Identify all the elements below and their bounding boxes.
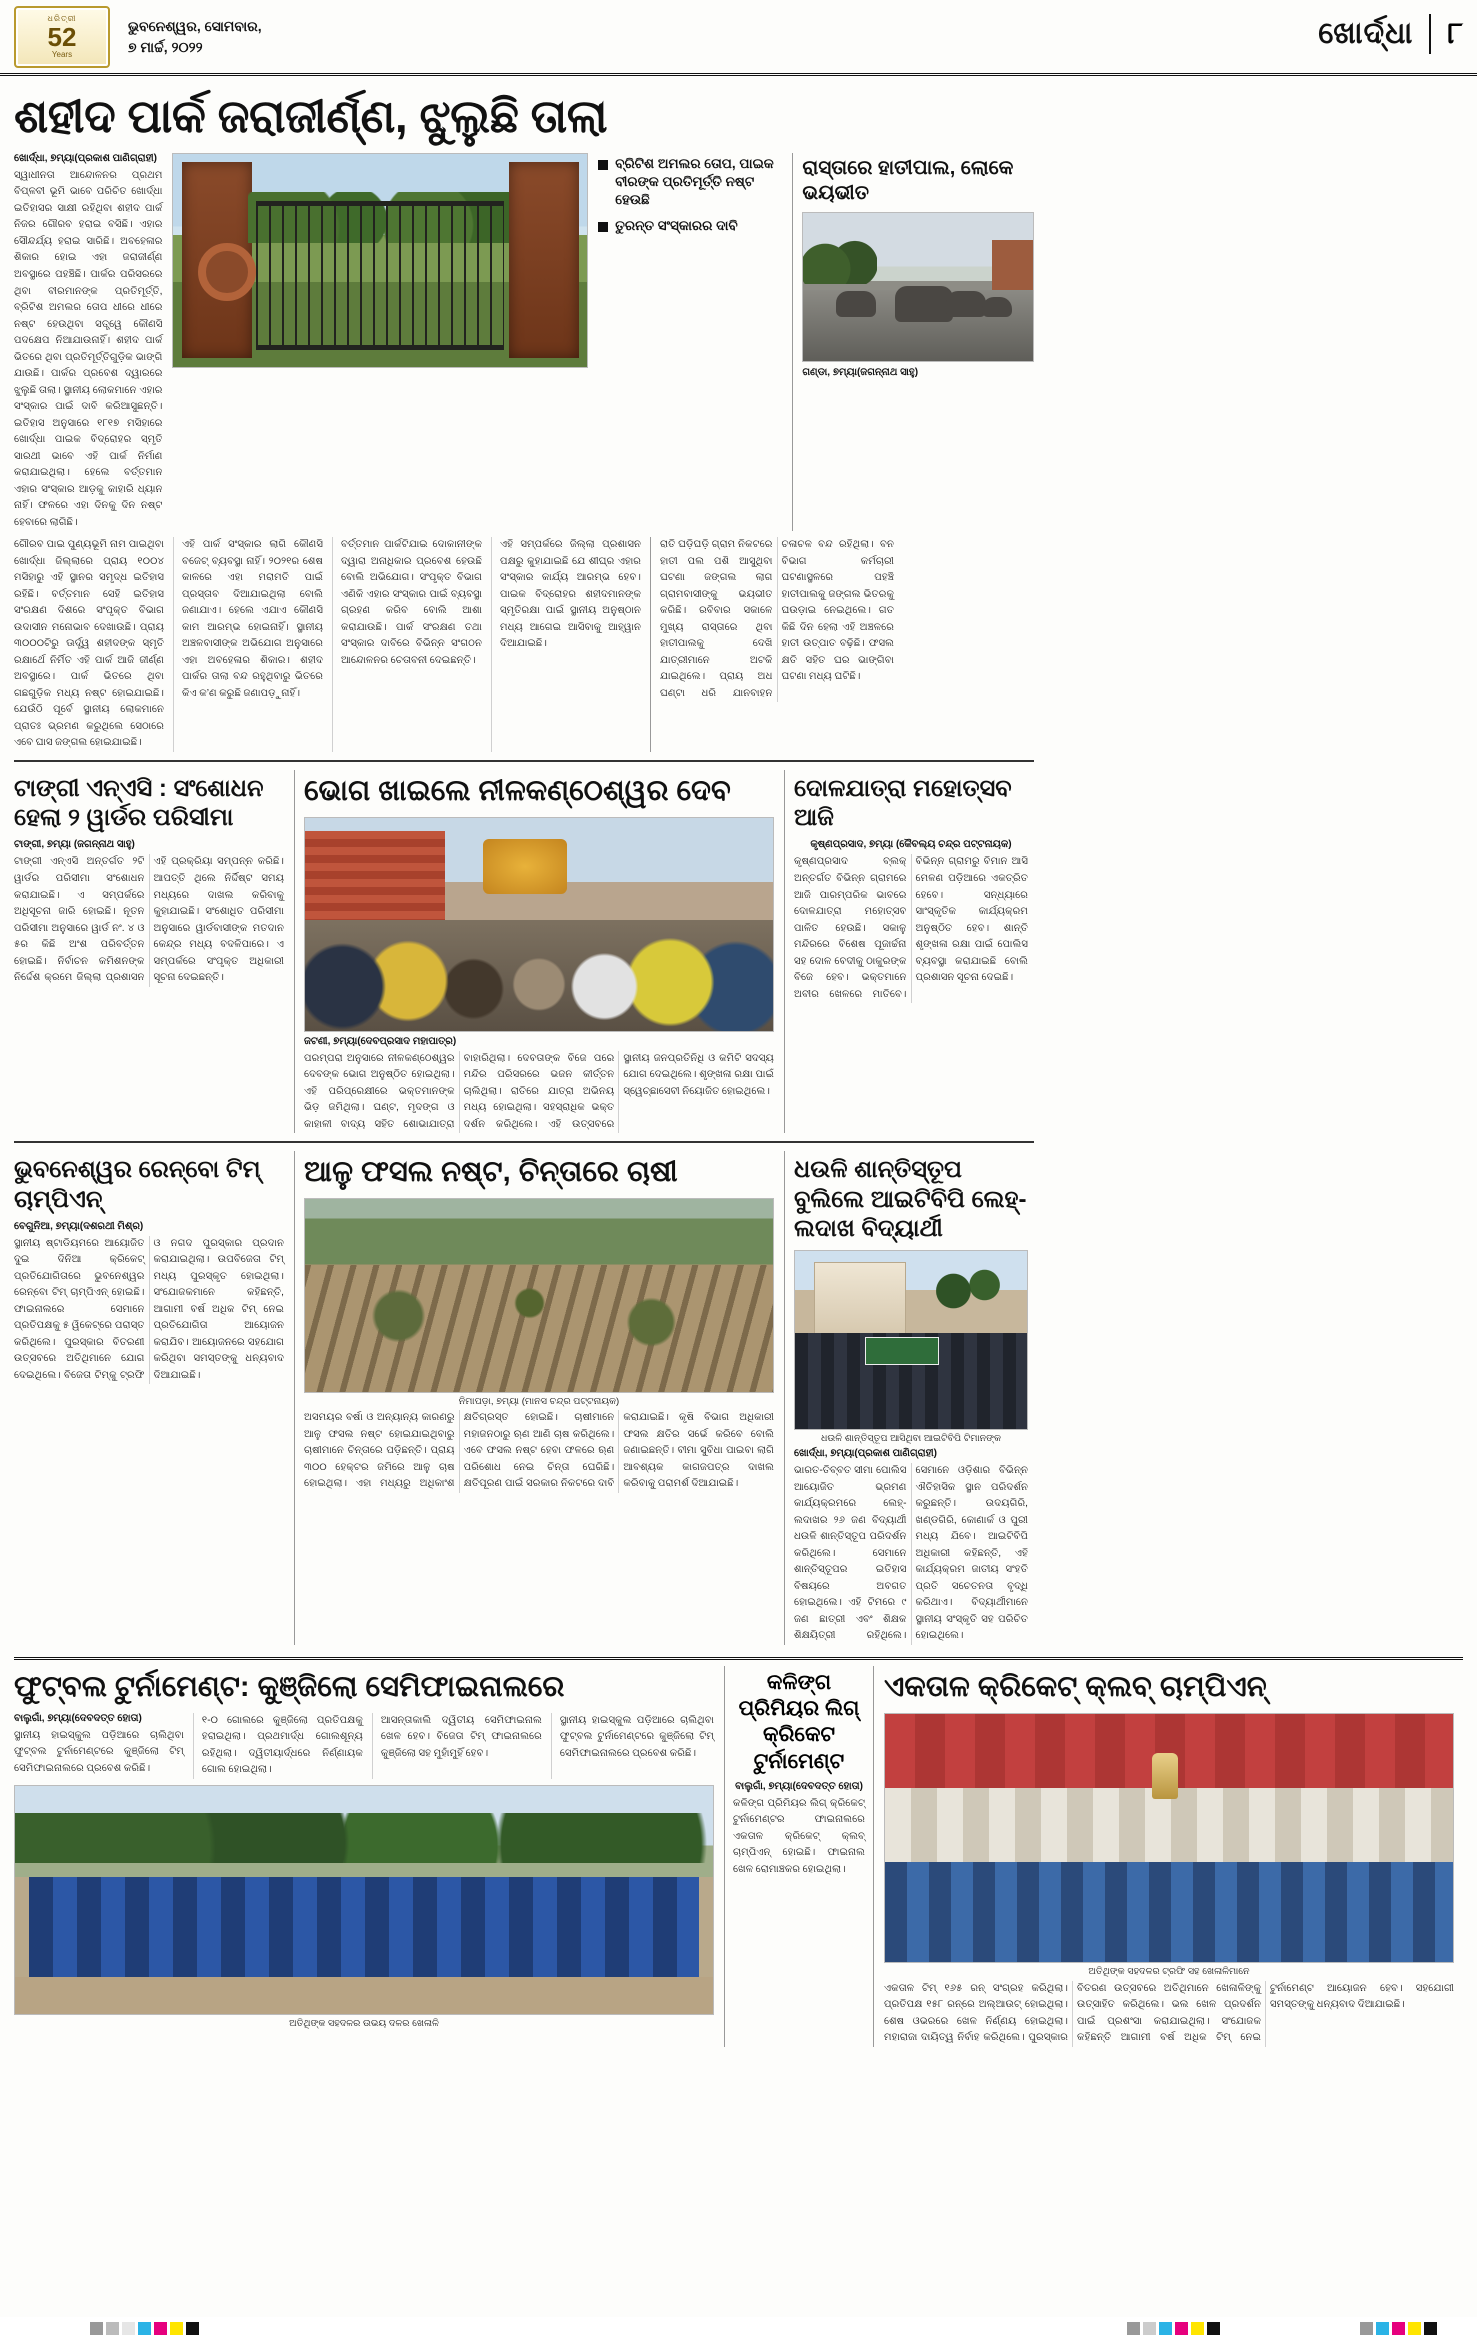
second-band <box>14 770 1034 1133</box>
ekatala-photo-caption: ଅତିଥିଙ୍କ ସହଦଳର ଟ୍ରଫି ସହ ଖେଳାଳିମାନେ <box>1088 1965 1250 1977</box>
itbp-group-photo <box>794 1250 1028 1430</box>
reg-mark <box>1175 2322 1188 2335</box>
bhoga-byline: ଜଟଣୀ, ୭ମ୍ୟା(ଦେବପ୍ରସାଦ ମହାପାତ୍ର) <box>304 1035 457 1047</box>
bullet-text: ତୁରନ୍ତ ସଂସ୍କାରର ଦାବି <box>615 217 738 233</box>
rainbow-byline: ବେଗୁନିଆ, ୭ମ୍ୟା(ଦଶରଥୀ ମିଶ୍ର) <box>14 1220 144 1232</box>
registration-marks-right <box>1360 2322 1437 2335</box>
itbp-headline: ଧଉଳି ଶାନ୍ତିସ୍ତୂପ ବୁଲିଲେ ଆଇଟିବିପି ଲେହ୍-ଲଦାଖ ବିଦ୍ୟାର୍ଥୀ <box>794 1156 1027 1242</box>
potato-col3: କୃଷି ବିଭାଗ ଅଧିକାରୀ ଫସଲ କ୍ଷତିର ସର୍ଭେ କରିବେ ବୋଲି ଜଣାଇଛନ୍ତି। ବୀମା ସୁବିଧା ପାଇବା ଲାଗି ଆବଶ୍ୟକ କାଗଜପତ୍ର ଦାଖଲ କରିବାକୁ ପରାମର୍ଶ ଦିଆଯାଇଛି। <box>623 1412 774 1490</box>
itbp-col2: ଏହି ଟିମରେ ୯ ଜଣ ଛାତ୍ରୀ ଏବଂ ଶିକ୍ଷକ ଶିକ୍ଷୟିତ୍ରୀ ରହିଥିଲେ। ସେମାନେ ଓଡ଼ିଶାର ବିଭିନ୍ନ ଐତିହାସିକ ସ୍ଥାନ ପରିଦର୍ଶନ କରୁଛନ୍ତି। ଉଦୟଗିରି, ଖଣ୍ଡଗିରି, କୋଣାର୍କ ଓ ପୁରୀ ମଧ୍ୟ ଯିବେ। <box>794 1465 1028 1642</box>
elephant-text-columns <box>660 537 894 702</box>
reg-mark <box>1408 2322 1421 2335</box>
football-col1: ସ୍ଥାନୀୟ ହାଇସ୍କୁଲ ପଡ଼ିଆରେ ଚାଲିଥିବା ଫୁଟ୍‌ବଲ ଟୁର୍ନାମେଣ୍ଟରେ କୁଞ୍ଜିଲୋ ଟିମ୍ ସେମିଫାଇନାଲରେ ପ୍ରବେଶ କରିଛି। <box>14 1729 184 1774</box>
square-bullet-icon <box>598 160 608 170</box>
reg-mark <box>1424 2322 1437 2335</box>
registration-marks-left <box>90 2322 199 2335</box>
elephant-body <box>650 537 894 752</box>
photo-elephant <box>946 291 986 317</box>
tangi-story <box>14 770 284 1133</box>
photo-banner <box>865 1337 939 1365</box>
section-divider <box>14 760 1034 762</box>
ekatala-text-columns <box>884 1981 1454 2047</box>
tangi-col3: ସଂଶୋଧିତ ପରିସୀମା ଅନୁସାରେ ୱାର୍ଡବାସୀଙ୍କ ମତଦାନ କେନ୍ଦ୍ର ମଧ୍ୟ ବଦଳିପାରେ। ଏ ସମ୍ପର୍କରେ ସଂପୃକ୍ତ ଅଧିକାରୀ ସୂଚନା ଦେଇଛନ୍ତି। <box>153 906 285 984</box>
photo-temple <box>305 831 445 933</box>
dola-text-columns <box>794 854 1028 1003</box>
ekatala-headline: ଏକତାଳ କ୍ରିକେଟ୍ କ୍ଲବ୍ ଚାମ୍ପିଏନ୍ <box>884 1670 1267 1703</box>
photo-crowd <box>305 920 773 1031</box>
photo-building <box>814 1262 907 1337</box>
bhoga-story <box>294 770 774 1133</box>
logo-years-number: 52 <box>47 22 77 52</box>
elephant-headline: ରାସ୍ତାରେ ହାତୀପାଲ, ଲୋକେ ଭୟଭୀତ <box>802 156 1014 204</box>
elephant-byline: ଗଣ୍ଡା, ୭ମ୍ୟା(ଜଗନ୍ନାଥ ସାହୁ) <box>802 366 919 378</box>
photo-ground <box>15 1977 713 2013</box>
logo-title: ଧରିତ୍ରୀ <box>47 14 77 23</box>
potato-text-columns <box>304 1410 774 1493</box>
reg-mark <box>1191 2322 1204 2335</box>
lead-top-block <box>14 153 1034 531</box>
kpl-vertical-head <box>724 1666 874 2047</box>
photo-palm-trees <box>930 1255 1009 1316</box>
football-team-photo <box>14 1785 714 2015</box>
lead-byline: ଖୋର୍ଦ୍ଧା, ୭ମ୍ୟା(ପ୍ରକାଶ ପାଣିଗ୍ରାହୀ) <box>14 152 157 164</box>
photo-bushes <box>803 234 876 284</box>
print-registration-bar <box>0 2317 1477 2339</box>
potato-field-photo <box>304 1198 774 1393</box>
list-item <box>598 155 782 210</box>
ekatala-col2: ଏକତାଳ ଟିମ୍ ୧୬୫ ରନ୍ ସଂଗ୍ରହ କରିଥିଲା। ପ୍ରତିପକ୍ଷ ୧୫୮ ରନ୍ରେ ଅଲ୍ଆଉଟ୍ ହୋଇଥିଲା। ଶେଷ ଓଭରରେ ଖେଳ ନିର୍ଣ୍ଣୟ ହୋଇଥିଲା। <box>884 1982 1068 2027</box>
lead-col4-text: ବର୍ତ୍ତମାନ ପାର୍କଟିଯାଇ ଦୋକାନୀଙ୍କ ଦ୍ୱାରା ଅନାଧିକାର ପ୍ରବେଶ ହେଉଛି ବୋଲି ଅଭିଯୋଗ। ସଂପୃକ୍ତ ବିଭାଗ ଏଣିକି ଏହାର ସଂସ୍କାର ପାଇଁ ବ୍ୟବସ୍ଥା ଗ୍ରହଣ କରିବ ବୋଲି ଆଶା କରାଯାଉଛି। ପାର୍କ ସଂରକ୍ଷଣ ତଥା ସଂସ୍କାର ଦାବିରେ ବିଭିନ୍ନ ସଂଗଠନ ଆନ୍ଦୋଳନର ଚେତାବନୀ ଦେଇଛନ୍ତି। <box>332 537 482 752</box>
photo-cannon-wheel <box>198 243 256 301</box>
masthead-right <box>1318 14 1463 54</box>
third-band <box>14 1151 1034 1644</box>
band-top-rule <box>14 1657 1463 1660</box>
lead-col5-text: ଏହି ସମ୍ପର୍କରେ ଜିଲ୍ଲା ପ୍ରଶାସନ ପକ୍ଷରୁ କୁହାଯାଇଛି ଯେ ଶୀଘ୍ର ଏହାର ସଂସ୍କାର କାର୍ଯ୍ୟ ଆରମ୍ଭ ହେବ। ପାଇକ ବିଦ୍ରୋହର ଶହୀଦମାନଙ୍କ ସ୍ମୃତିରକ୍ଷା ପାଇଁ ସ୍ଥାନୀୟ ଅନୁଷ୍ଠାନ ମଧ୍ୟ ଆଗେଇ ଆସିବାକୁ ଆହ୍ୱାନ ଦିଆଯାଇଛି। <box>491 537 641 752</box>
lead-bullet-list <box>598 155 782 235</box>
lead-col1-text: ସ୍ୱାଧୀନତା ଆନ୍ଦୋଳନର ପ୍ରଥମ ବିପ୍ଳବୀ ଭୂମି ଭାବେ ପରିଚିତ ଖୋର୍ଦ୍ଧା ଇତିହାସର ସାକ୍ଷୀ ରହିଥିବା ଶହୀଦ ପାର୍କ ନିଜର ଗୌରବ ହରାଇ ବସିଛି। ଏହାର ସୌନ୍ଦର୍ଯ୍ୟ ହରାଇ ସାରିଛି। ଅବହେଳାର ଶିକାର ହୋଇ ଏହା ଜରାଜୀର୍ଣ୍ଣ ଅବସ୍ଥାରେ ପହଞ୍ଚିଛି। ପାର୍କର ପରିସରରେ ଥିବା ବୀରମାନଙ୍କ ପ୍ରତିମୂର୍ତ୍ତି, ବ୍ରିଟିଶ ଅମଲର ତୋପ ଧୀରେ ଧୀରେ ନଷ୍ଟ ହେଉଥିବା ସତ୍ତ୍ୱେ କୌଣସି ପଦକ୍ଷେପ ନିଆଯାଉନାହିଁ। ଶହୀଦ ପାର୍କ ଭିତରେ ଥିବା ପ୍ରତିମୂର୍ତ୍ତିଗୁଡ଼ିକ ଭାଙ୍ଗି ଯାଉଛି। ପାର୍କର ପ୍ରବେଶ ଦ୍ୱାରରେ ଝୁଲୁଛି ତାଲା। ସ୍ଥାନୀୟ ଲୋକମାନେ ଏହାର ସଂସ୍କାର ପାଇଁ ଦାବି କରିଆସୁଛନ୍ତି। ଇତିହାସ ଅନୁସାରେ ୧୮୧୭ ମସିହାରେ ଖୋର୍ଦ୍ଧା ପାଇକ ବିଦ୍ରୋହର ସ୍ମୃତି ସାରଥୀ ଭାବେ ଏହି ପାର୍କ ନିର୍ମାଣ କରାଯାଇଥିଲା। ହେଲେ ବର୍ତ୍ତମାନ ଏହାର ସଂସ୍କାର ଆଡ଼କୁ କାହାରି ଧ୍ୟାନ ନାହିଁ। ଫଳରେ ଏହା ଦିନକୁ ଦିନ ନଷ୍ଟ ହେବାରେ ଲାଗିଛି। <box>14 169 163 528</box>
reg-mark <box>1392 2322 1405 2335</box>
page-content <box>0 76 1477 1645</box>
newspaper-logo <box>14 6 110 68</box>
lead-continuation <box>14 537 1034 752</box>
ekatala-col4: ସଂଯୋଜକ କହିଛନ୍ତି ଆଗାମୀ ବର୍ଷ ଅଧିକ ଟିମ୍ ନେଇ ଟୁର୍ନାମେଣ୍ଟ ଆୟୋଜନ ହେବ। ସହଯୋଗୀ ସମସ୍ତଙ୍କୁ ଧନ୍ୟବାଦ ଦିଆଯାଇଛି। <box>1077 1982 1454 2044</box>
potato-story <box>294 1151 774 1644</box>
photo-elephant <box>982 297 1012 317</box>
masthead-date: ୭ ମାର୍ଚ୍ଚ, ୨୦୨୨ <box>128 38 203 55</box>
rainbow-col1: ସ୍ଥାନୀୟ ଷ୍ଟାଡିୟମରେ ଆୟୋଜିତ ଦୁଇ ଦିନିଆ କ୍ରିକେଟ୍ ପ୍ରତିଯୋଗିତାରେ ଭୁବନେଶ୍ୱର ରେନ୍ବୋ ଟିମ୍ ଚାମ୍ପିଏନ୍ ହୋଇଛି। ଫାଇନାଲରେ ସେମାନେ ପ୍ରତିପକ୍ଷକୁ ୫ ୱିକେଟ୍ରେ ପରାସ୍ତ କରିଥିଲେ। <box>14 1237 145 1348</box>
reg-mark <box>1207 2322 1220 2335</box>
photo-trees <box>15 1813 713 1863</box>
photo-gate-bars <box>256 201 504 350</box>
list-item <box>598 217 782 235</box>
masthead <box>0 0 1477 76</box>
reg-mark <box>1127 2322 1140 2335</box>
elephant-col2: ବନ ବିଭାଗ କର୍ମଚାରୀ ଘଟଣାସ୍ଥଳରେ ପହଞ୍ଚି ହାତୀପାଲକୁ ଜଙ୍ଗଲ ଭିତରକୁ ଘଉଡ଼ାଇ ନେଇଥିଲେ। ଗତ କିଛି ଦିନ ହେଲା ଏହି ଅଞ୍ଚଳରେ ହାତୀ ଉତ୍ପାତ ବଢ଼ିଛି। ଫସଲ କ୍ଷତି ସହିତ ଘର ଭାଙ୍ଗିବା ଘଟଣା ମଧ୍ୟ ଘଟିଛି। <box>781 539 895 683</box>
ekatala-col3: ମହାରାଜା ଦାୟିତ୍ୱ ନିର୍ବାହ କରିଥିଲେ। ପୁରସ୍କାର ବିତରଣ ଉତ୍ସବରେ ଅତିଥିମାନେ ଖେଳାଳିଙ୍କୁ ଉତ୍ସାହିତ କରିଥିଲେ। ଭଲ ଖେଳ ପ୍ରଦର୍ଶନ ପାଇଁ ପ୍ରଶଂସା କରାଯାଇଥିଲା। <box>884 1982 1261 2044</box>
section-divider <box>14 1141 1034 1143</box>
lead-col2-text: ଗୌରବ ପାଇ ପୁଣ୍ୟଭୂମି ନାମ ପାଇଥିବା ଖୋର୍ଦ୍ଧା ଜିଲ୍ଲାରେ ପ୍ରାୟ ୧୦୦୪ ମସିହାରୁ ଏହି ସ୍ଥାନର ସମୃଦ୍ଧ ଇତିହାସ ରହିଛି। ବର୍ତ୍ତମାନ ସେହି ଇତିହାସ ସଂରକ୍ଷଣ ଦିଶରେ ସଂପୃକ୍ତ ବିଭାଗ ଉଦାସୀନ ମନୋଭାବ ଦେଖାଉଛି। ପ୍ରାୟ ୩୦୦୦ଟିରୁ ଊର୍ଦ୍ଧ୍ୱ ଶହୀଦଙ୍କ ସ୍ମୃତି ରକ୍ଷାର୍ଥେ ନିର୍ମିତ ଏହି ପାର୍କ ଆଜି ଜୀର୍ଣ୍ଣ ଅବସ୍ଥାରେ। ପାର୍କ ଭିତରେ ଥିବା ଗଛଗୁଡ଼ିକ ମଧ୍ୟ ନଷ୍ଟ ହୋଇଯାଇଛି। ଯେଉଁଠି ପୂର୍ବେ ସ୍ଥାନୀୟ ଲୋକମାନେ ପ୍ରାତଃ ଭ୍ରମଣ କରୁଥିଲେ ସେଠାରେ ଏବେ ଘାସ ଜଙ୍ଗଲ ହୋଇଯାଇଛି। <box>14 539 164 749</box>
itbp-col1: ଭାରତ-ତିବ୍ବତ ସୀମା ପୋଲିସ ଆୟୋଜିତ ଭ୍ରମଣ କାର୍ଯ୍ୟକ୍ରମରେ ଲେହ୍-ଲଦାଖର ୨୬ ଜଣ ବିଦ୍ୟାର୍ଥୀ ଧଉଳି ଶାନ୍ତିସ୍ତୂପ ପରିଦର୍ଶନ କରିଥିଲେ। ସେମାନେ ଶାନ୍ତିସ୍ତୂପର ଇତିହାସ ବିଷୟରେ ଅବଗତ ହୋଇଥିଲେ। <box>794 1465 907 1609</box>
ekatala-byline: ବାଲୁଗାଁ, ୭ମ୍ୟା(ଦେବଦତ୍ତ ହୋତା) <box>735 1780 863 1792</box>
kpl-title: କଳିଙ୍ଗ ପ୍ରିମିୟର ଲିଗ୍ କ୍ରିକେଟ ଟୁର୍ନାମେଣ୍ଟ <box>738 1670 860 1773</box>
lead-photo-wrap <box>172 153 588 531</box>
itbp-photo-caption: ଧଉଳି ଶାନ୍ତିସ୍ତୂପ ଆସିଥିବା ଆଇଟିବିପି ଟିମାନଙ୍କ <box>820 1433 1002 1445</box>
photo-canopy <box>483 839 567 894</box>
bhoga-headline: ଭୋଗ ଖାଇଲେ ନୀଳକଣ୍ଠେଶ୍ୱର ଦେବ <box>304 774 731 807</box>
football-story <box>14 1666 714 2047</box>
registration-marks-mid <box>1127 2322 1220 2335</box>
reg-mark <box>90 2322 103 2335</box>
sports-band <box>0 1645 1477 2047</box>
reg-mark <box>1159 2322 1172 2335</box>
reg-mark <box>1143 2322 1156 2335</box>
section-name: ଖୋର୍ଦ୍ଧା <box>1318 17 1414 50</box>
page-number: ୮ <box>1447 17 1463 50</box>
football-text-wrap <box>14 1713 714 1779</box>
reg-mark <box>1360 2322 1373 2335</box>
masthead-place-date <box>128 16 262 58</box>
ekatala-team-photo <box>884 1713 1454 1963</box>
itbp-text-columns <box>794 1463 1028 1645</box>
football-col4: ସ୍ଥାନୀୟ ହାଇସ୍କୁଲ ପଡ଼ିଆରେ ଚାଲିଥିବା ଫୁଟ୍‌ବଲ ଟୁର୍ନାମେଣ୍ଟରେ କୁଞ୍ଜିଲୋ ଟିମ୍ ସେମିଫାଇନାଲରେ ପ୍ରବେଶ କରିଛି। <box>551 1713 714 1779</box>
reg-mark <box>122 2322 135 2335</box>
itbp-story <box>784 1151 1028 1644</box>
reg-mark <box>186 2322 199 2335</box>
tangi-headline: ଟାଙ୍ଗୀ ଏନ୍ଏସି : ସଂଶୋଧନ ହେଲା ୨ ୱାର୍ଡର ପରିସୀମା <box>14 774 264 832</box>
band-grid <box>14 1666 1463 2047</box>
football-col2: ୧-୦ ଗୋଲରେ କୁଞ୍ଜିଲୋ ପ୍ରତିପକ୍ଷକୁ ହରାଇଥିଲା। ପ୍ରଥମାର୍ଦ୍ଧ ଗୋଲଶୂନ୍ୟ ରହିଥିଲା। ଦ୍ୱିତୀୟାର୍ଦ୍ଧରେ ନିର୍ଣ୍ଣାୟକ ଗୋଲ ହୋଇଥିଲା। <box>193 1713 363 1779</box>
rainbow-story <box>14 1151 284 1644</box>
reg-mark <box>154 2322 167 2335</box>
photo-front-row <box>885 1862 1453 1961</box>
football-photo-caption: ଅତିଥିଙ୍କ ସହଦଳର ଉଭୟ ଦଳର ଖେଳାଳି <box>289 2017 439 2029</box>
dola-col1: କୃଷ୍ଣପ୍ରସାଦ ବ୍ଲକ୍ ଅନ୍ତର୍ଗତ ବିଭିନ୍ନ ଗ୍ରାମରେ ଆଜି ପାରମ୍ପରିକ ଭାବରେ ଦୋଳଯାତ୍ରା ମହୋତ୍ସବ ପାଳିତ ହେଉଛି। ସକାଳୁ ମନ୍ଦିରରେ ବିଶେଷ ପୂଜାର୍ଚ୍ଚନା ସହ ଦୋଳ ବେଦୀକୁ ଠାକୁରଙ୍କ ବିଜେ ହେବ। ଭକ୍ତମାନେ ଅବୀର ଖେଳରେ ମାତିବେ। <box>794 856 907 1000</box>
football-col1-wrap <box>14 1713 184 1779</box>
elephant-road-photo <box>802 212 1034 362</box>
reg-mark <box>138 2322 151 2335</box>
bhoga-col1: ପରମ୍ପରା ଅନୁସାରେ ନୀଳକଣ୍ଠେଶ୍ୱର ଦେବଙ୍କ ଭୋଗ ଅନୁଷ୍ଠିତ ହୋଇଥିଲା। ଏହି ପରିପ୍ରେକ୍ଷୀରେ ଭକ୍ତମାନଙ୍କ ଭିଡ଼ ଜମିଥିଲା। ଘଣ୍ଟ, ମୃଦଙ୍ଗ ଓ କାହାଳୀ ବାଦ୍ୟ ସହିତ ଶୋଭାଯାତ୍ରା ବାହାରିଥିଲା। <box>304 1052 511 1130</box>
lead-first-column <box>14 153 162 531</box>
bhoga-col2: ଦେବତାଙ୍କ ବିଜେ ପରେ ମନ୍ଦିର ପରିସରରେ ଭଜନ କୀର୍ତ୍ତନ ଚାଲିଥିଲା। ରାତିରେ ଯାତ୍ରା ଅଭିନୟ ମଧ୍ୟ ହୋଇଥିଲା। ସହସ୍ରାଧିକ ଭକ୍ତ ଦର୍ଶନ କରିଥିଲେ। <box>463 1052 615 1130</box>
photo-football-team <box>29 1877 699 1982</box>
tangi-col1: ଟାଙ୍ଗୀ ଏନ୍ଏସି ଅନ୍ତର୍ଗତ ୨ଟି ୱାର୍ଡର ପରିସୀମା ସଂଶୋଧନ କରାଯାଇଛି। ଏ ସମ୍ପର୍କରେ ଅଧିସୂଚନା ଜାରି ହୋଇଛି। ନୂତନ ପରିସୀମା ଅନୁସାରେ ୱାର୍ଡ ନଂ. ୪ ଓ ୫ର କିଛି ଅଂଶ ପରିବର୍ତ୍ତନ ହୋଇଛି। <box>14 856 145 967</box>
bullet-text: ବ୍ରିଟିଶ ଅମଲର ତୋପ, ପାଇକ ବୀରଙ୍କ ପ୍ରତିମୂର୍ତ୍ତି ନଷ୍ଟ ହେଉଛି <box>615 155 774 208</box>
rainbow-col2: ପୁରସ୍କାର ବିତରଣୀ ଉତ୍ସବରେ ଅତିଥିମାନେ ଯୋଗ ଦେଇଥିଲେ। ବିଜେତା ଟିମ୍କୁ ଟ୍ରଫି ଓ ନଗଦ ପୁରସ୍କାର ପ୍ରଦାନ କରାଯାଇଥିଲା। ଉପବିଜେତା ଟିମ୍ ମଧ୍ୟ ପୁରସ୍କୃତ ହୋଇଥିଲା। <box>14 1237 284 1381</box>
dola-headline: ଦୋଳଯାତ୍ରା ମହୋତ୍ସବ ଆଜି <box>794 774 1012 832</box>
rainbow-col3: ସଂଯୋଜକମାନେ କହିଛନ୍ତି, ଆଗାମୀ ବର୍ଷ ଅଧିକ ଟିମ୍ ନେଇ ପ୍ରତିଯୋଗିତା ଆୟୋଜନ କରାଯିବ। ଆୟୋଜନରେ ସହଯୋଗ କରିଥିବା ସମସ୍ତଙ୍କୁ ଧନ୍ୟବାଦ ଦିଆଯାଇଛି। <box>153 1287 284 1381</box>
dola-byline: କୃଷ୍ଣପ୍ରସାଦ, ୭ମ୍ୟା (କୈବଲ୍ୟ ଚନ୍ଦ୍ର ପଟ୍ଟନାୟକ) <box>810 839 1012 851</box>
dola-story <box>784 770 1028 1133</box>
shahid-park-photo <box>172 153 588 368</box>
photo-trophy <box>1152 1753 1178 1799</box>
logo-years-label: Years <box>51 50 73 59</box>
lead-col3-text: ଏହି ପାର୍କ ସଂସ୍କାର ଲାଗି କୌଣସି ବଜେଟ୍ ବ୍ୟବସ୍ଥା ନାହିଁ। ୨୦୨୧ର ଶେଷ କାଳରେ ଏହା ମରାମତି ପାଇଁ ପ୍ରସ୍ତାବ ଦିଆଯାଇଥିଲା ବୋଲି ଜଣାଯାଏ। ହେଲେ ଏଯାଏ କୌଣସି କାମ ଆରମ୍ଭ ହୋଇନାହିଁ। ସ୍ଥାନୀୟ ଅଞ୍ଚଳବାସୀଙ୍କ ଅଭିଯୋଗ ଅନୁସାରେ ଏହା ଅବହେଳାର ଶିକାର। ଶହୀଦ ପାର୍କର ତାଲା ବନ୍ଦ ରହୁଥିବାରୁ ଭିତରେ କିଏ କ’ଣ କରୁଛି ଜଣାପଡ଼ୁନାହିଁ। <box>173 537 323 752</box>
tangi-text-columns <box>14 854 284 986</box>
potato-photo-caption: ନିମାପଡ଼ା, ୭ମ୍ୟା (ମାନସ ଚନ୍ଦ୍ର ପଟ୍ଟନାୟକ) <box>458 1396 620 1408</box>
dola-col2: ବିଭିନ୍ନ ଗ୍ରାମରୁ ବିମାନ ଆସି ମେଳଣ ପଡ଼ିଆରେ ଏକତ୍ରିତ ହେବେ। ସନ୍ଧ୍ୟାରେ ସାଂସ୍କୃତିକ କାର୍ଯ୍ୟକ୍ରମ ଅନୁଷ୍ଠିତ ହେବ। ଶାନ୍ତି ଶୃଙ୍ଖଳା ରକ୍ଷା ପାଇଁ ପୋଲିସ ବ୍ୟବସ୍ଥା କରାଯାଇଛି ବୋଲି ପ୍ରଶାସନ ସୂଚନା ଦେଇଛି। <box>915 856 1028 984</box>
tangi-byline: ଟାଙ୍ଗୀ, ୭ମ୍ୟା (ଜଗନ୍ନାଥ ସାହୁ) <box>14 839 135 851</box>
potato-col1: ଅସମୟର ବର୍ଷା ଓ ଅନ୍ୟାନ୍ୟ କାରଣରୁ ଆଳୁ ଫସଲ ନଷ୍ଟ ହୋଇଯାଇଥିବାରୁ ଚାଷୀମାନେ ଚିନ୍ତାରେ ପଡ଼ିଛନ୍ତି। ପ୍ରାୟ ୩୦୦ ହେକ୍ଟର ଜମିରେ ଆଳୁ ଚାଷ ହୋଇଥିଲା। ଏହା ମଧ୍ୟରୁ ଅଧିକାଂଶ କ୍ଷତିଗ୍ରସ୍ତ ହୋଇଛି। <box>304 1412 558 1490</box>
reg-mark <box>106 2322 119 2335</box>
itbp-col3: ଆଇଟିବିପି ଅଧିକାରୀ କହିଛନ୍ତି, ଏହି କାର୍ଯ୍ୟକ୍ରମ ଜାତୀୟ ସଂହତି ପ୍ରତି ସଚେତନତା ବୃଦ୍ଧି କରିଥାଏ। ବିଦ୍ୟାର୍ଥୀମାନେ ସ୍ଥାନୀୟ ସଂସ୍କୃତି ସହ ପରିଚିତ ହୋଇଥିଲେ। <box>915 1531 1028 1642</box>
football-headline: ଫୁଟ୍‌ବଲ ଟୁର୍ନାମେଣ୍ଟ: କୁଞ୍ଜିଲୋ ସେମିଫାଇନାଲରେ <box>14 1670 565 1703</box>
elephant-story <box>792 153 1034 531</box>
lead-bullets-wrap <box>598 153 782 531</box>
photo-elephant <box>836 291 876 317</box>
tangi-col2: ନିର୍ବାଚନ କମିଶନଙ୍କ ନିର୍ଦ୍ଦେଶ କ୍ରମେ ଜିଲ୍ଲା ପ୍ରଶାସନ ଏହି ପ୍ରକ୍ରିୟା ସମ୍ପନ୍ନ କରିଛି। ଆପତ୍ତି ଥିଲେ ନିର୍ଦ୍ଦିଷ୍ଟ ସମୟ ମଧ୍ୟରେ ଦାଖଲ କରିବାକୁ କୁହାଯାଇଛି। <box>14 856 284 984</box>
rainbow-text-columns <box>14 1236 284 1385</box>
bhoga-col3: ଏହି ଉତ୍ସବରେ ସ୍ଥାନୀୟ ଜନପ୍ରତିନିଧି ଓ କମିଟି ସଦସ୍ୟ ଯୋଗ ଦେଇଥିଲେ। ଶୃଙ୍ଖଳା ରକ୍ଷା ପାଇଁ ସ୍ୱେଚ୍ଛାସେବୀ ନିୟୋଜିତ ହୋଇଥିଲେ। <box>548 1052 774 1130</box>
potato-headline: ଆଳୁ ଫସଲ ନଷ୍ଟ, ଚିନ୍ତାରେ ଚାଷୀ <box>304 1156 678 1189</box>
ekatala-story <box>884 1666 1454 2047</box>
rainbow-headline: ଭୁବନେଶ୍ୱର ରେନ୍ବୋ ଟିମ୍ ଚାମ୍ପିଏନ୍ <box>14 1156 261 1213</box>
masthead-divider <box>1429 14 1431 54</box>
main-column <box>14 84 1034 1645</box>
photo-dry-plants <box>305 1265 773 1392</box>
photo-elephant <box>895 286 953 322</box>
lead-headline: ଶହୀଦ ପାର୍କ ଜରାଜୀର୍ଣ୍ଣ, ଝୁଲୁଛି ତାଲା <box>14 90 608 142</box>
potato-col2: ଚାଷୀମାନେ ମହାଜନଠାରୁ ଋଣ ଆଣି ଚାଷ କରିଥିଲେ। ଏବେ ଫସଲ ନଷ୍ଟ ହେବା ଫଳରେ ଋଣ ପରିଶୋଧ ନେଇ ଚିନ୍ତା ଘେରିଛି। କ୍ଷତିପୂରଣ ପାଇଁ ସରକାର ନିକଟରେ ଦାବି କରାଯାଇଛି। <box>463 1412 670 1490</box>
bhoga-text-columns <box>304 1051 774 1134</box>
football-byline: ବାଲୁଗାଁ, ୭ମ୍ୟା(ଦେବଦତ୍ତ ହୋତା) <box>14 1712 142 1724</box>
procession-photo <box>304 817 774 1032</box>
masthead-place: ଭୁବନେଶ୍ୱର, ସୋମବାର, <box>128 17 262 34</box>
ekatala-col1: କଳିଙ୍ଗ ପ୍ରିମିୟର ଲିଗ୍ କ୍ରିକେଟ୍ ଟୁର୍ନାମେଣ୍ଟର ଫାଇନାଲରେ ଏକତାଳ କ୍ରିକେଟ୍ କ୍ଲବ୍ ଚାମ୍ପିଏନ୍ ହୋଇଛି। ଫାଇନାଲ ଖେଳ ରୋମାଞ୍ଚକର ହୋଇଥିଲା। <box>733 1797 865 1875</box>
reg-mark <box>1376 2322 1389 2335</box>
square-bullet-icon <box>598 222 608 232</box>
reg-mark <box>170 2322 183 2335</box>
itbp-byline: ଖୋର୍ଦ୍ଧା, ୭ମ୍ୟା(ପ୍ରକାଶ ପାଣିଗ୍ରାହୀ) <box>794 1448 937 1460</box>
elephant-col1: ରାତି ଘଡ଼ିଘଡ଼ି ଗ୍ରାମ ନିକଟରେ ହାତୀ ପଲ ପଶି ଆସୁଥିବା ଘଟଣା ଜଙ୍ଗଲ ଲାଗ ଗ୍ରାମବାସୀଙ୍କୁ ଭୟଭୀତ କରିଛି। ରବିବାର ସକାଳେ ମୁଖ୍ୟ ରାସ୍ତାରେ ଥିବା ହାତୀପାଲକୁ ଦେଖି ଯାତ୍ରୀମାନେ ଅଟକି ଯାଇଥିଲେ। ପ୍ରାୟ ଅଧ ଘଣ୍ଟା ଧରି ଯାନବାହନ ଚଳାଚଳ ବନ୍ଦ ରହିଥିଲା। <box>660 539 874 699</box>
football-col3: ଆସନ୍ତାକାଲି ଦ୍ୱିତୀୟ ସେମିଫାଇନାଲ ଖେଳ ହେବ। ବିଜେତା ଟିମ୍ ଫାଇନାଲରେ କୁଞ୍ଜିଲୋ ସହ ମୁହାଁମୁହିଁ ହେବ। <box>372 1713 542 1779</box>
